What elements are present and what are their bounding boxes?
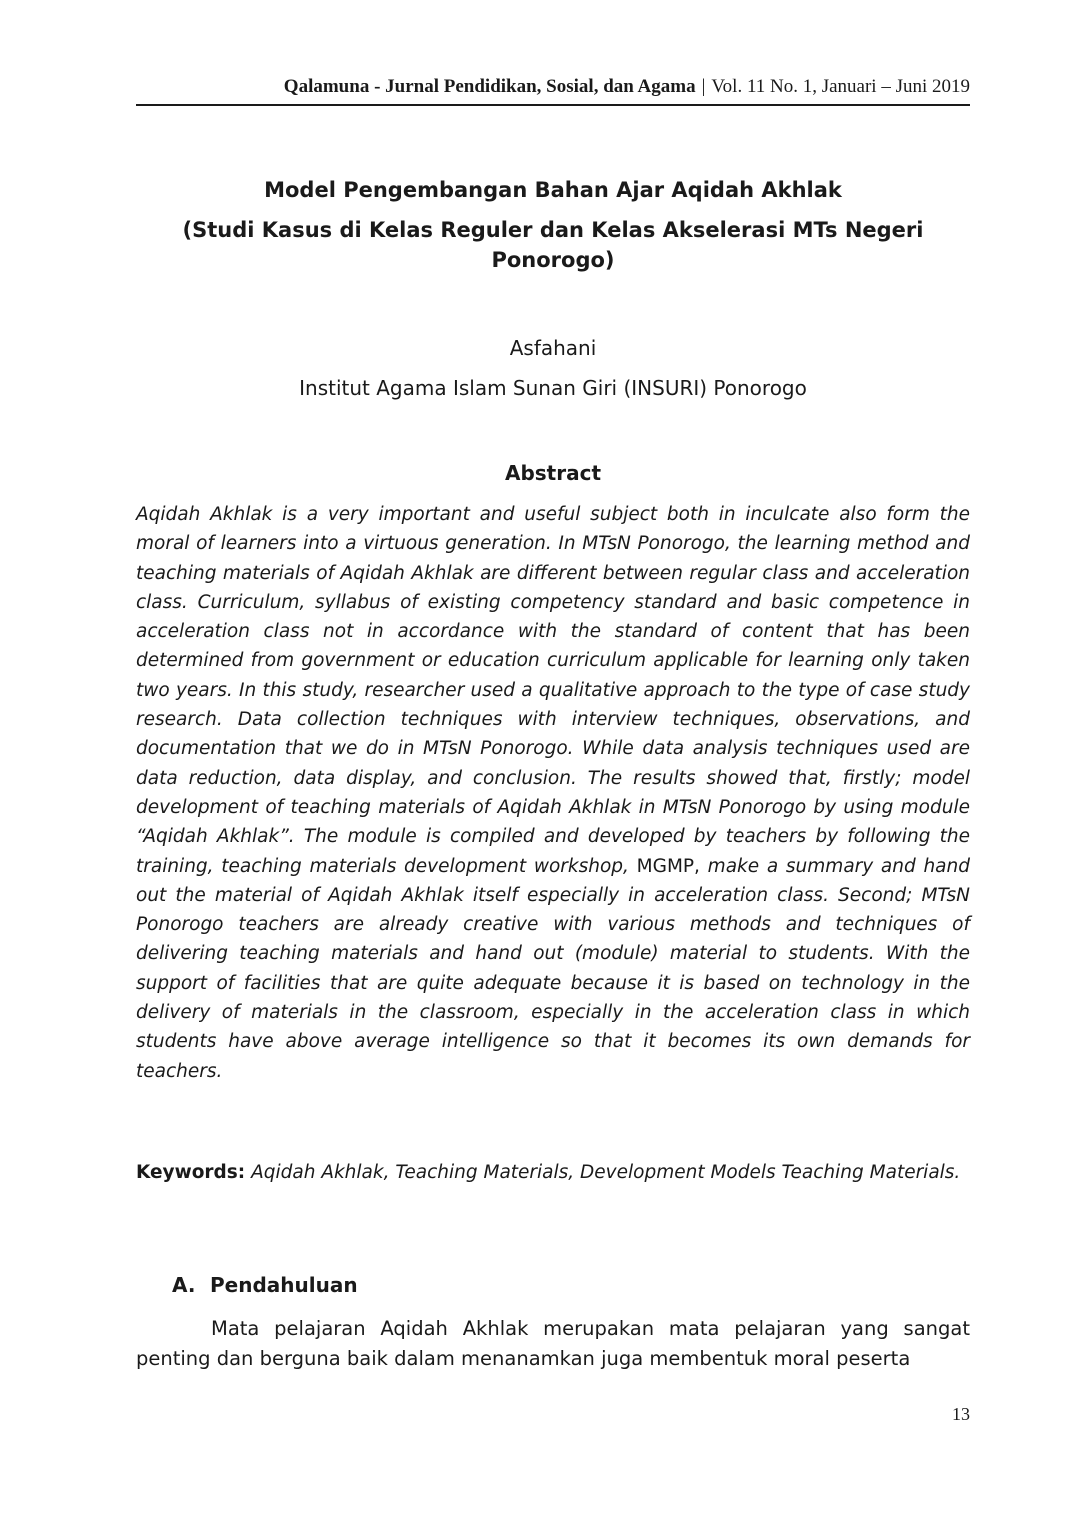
author-affiliation: Institut Agama Islam Sunan Giri (INSURI) Ponorogo [299,376,807,400]
header-separator: | [701,76,706,97]
keywords [136,1158,970,1187]
page-number: 13 [952,1404,970,1424]
journal-name: Qalamuna - Jurnal Pendidikan, Sosial, dan Agama [283,76,696,97]
abstract-text [136,500,970,1086]
title-line-1: Model Pengembangan Bahan Ajar Aqidah Akhlak [264,178,842,202]
article-title [136,175,970,275]
header-rule [136,104,970,106]
abstract-text-part-1: Aqidah Akhlak is a very important and useful subject both in inculcate also form the moral of learners into a virtuous generation. In MTsN Ponorogo, the learning method and teaching materials of Aqidah Akhlak are different between regular class and acceleration class. Curriculum, syllabus of existing competency standard and basic competence in acceleration class not in accordance with the standard of content that has been determined from government or education curriculum applicable for learning only taken two years. In this study, researcher used a qualitative approach to the type of case study research. Data collection techniques with interview techniques, observations, and documentation that we do in MTsN Ponorogo. While data analysis techniques used are data reduction, data display, and conclusion. The results showed that, firstly; model development of teaching materials of Aqidah Akhlak in MTsN Ponorogo by using module “Aqidah Akhlak”. The module is compiled and developed by teachers by following the training, teaching materials development workshop, [136,504,970,877]
running-header [136,74,970,100]
title-line-2: (Studi Kasus di Kelas Reguler dan Kelas Akselerasi MTs Negeri Ponorogo) [182,218,924,272]
intro-paragraph: Mata pelajaran Aqidah Akhlak merupakan mata pelajaran yang sangat penting dan berguna baik dalam menanamkan juga membentuk moral peserta [136,1317,970,1370]
keywords-text: Aqidah Akhlak, Teaching Materials, Development Models Teaching Materials. [251,1162,961,1183]
section-title: Pendahuluan [210,1273,358,1297]
keywords-label: Keywords: [136,1162,246,1183]
section-heading [172,1270,970,1300]
author-name: Asfahani [509,336,597,360]
abstract-text-upright: MGMP, [636,855,700,877]
journal-issue: Vol. 11 No. 1, Januari – Juni 2019 [711,76,970,97]
abstract-heading: Abstract [504,461,602,485]
abstract-text-part-2: make a summary and hand out the material of Aqidah Akhlak itself especially in acceleration class. Second; MTsN Ponorogo teachers are already creative with various methods and techniques of delivering teaching materials and hand out (module) material to students. With the support of facilities that are quite adequate because it is based on technology in the delivery of materials in the classroom, especially in the acceleration class in which students have above average intelligence so that it becomes its own demands for teachers. [136,855,970,1082]
section-number: A. [172,1273,196,1297]
